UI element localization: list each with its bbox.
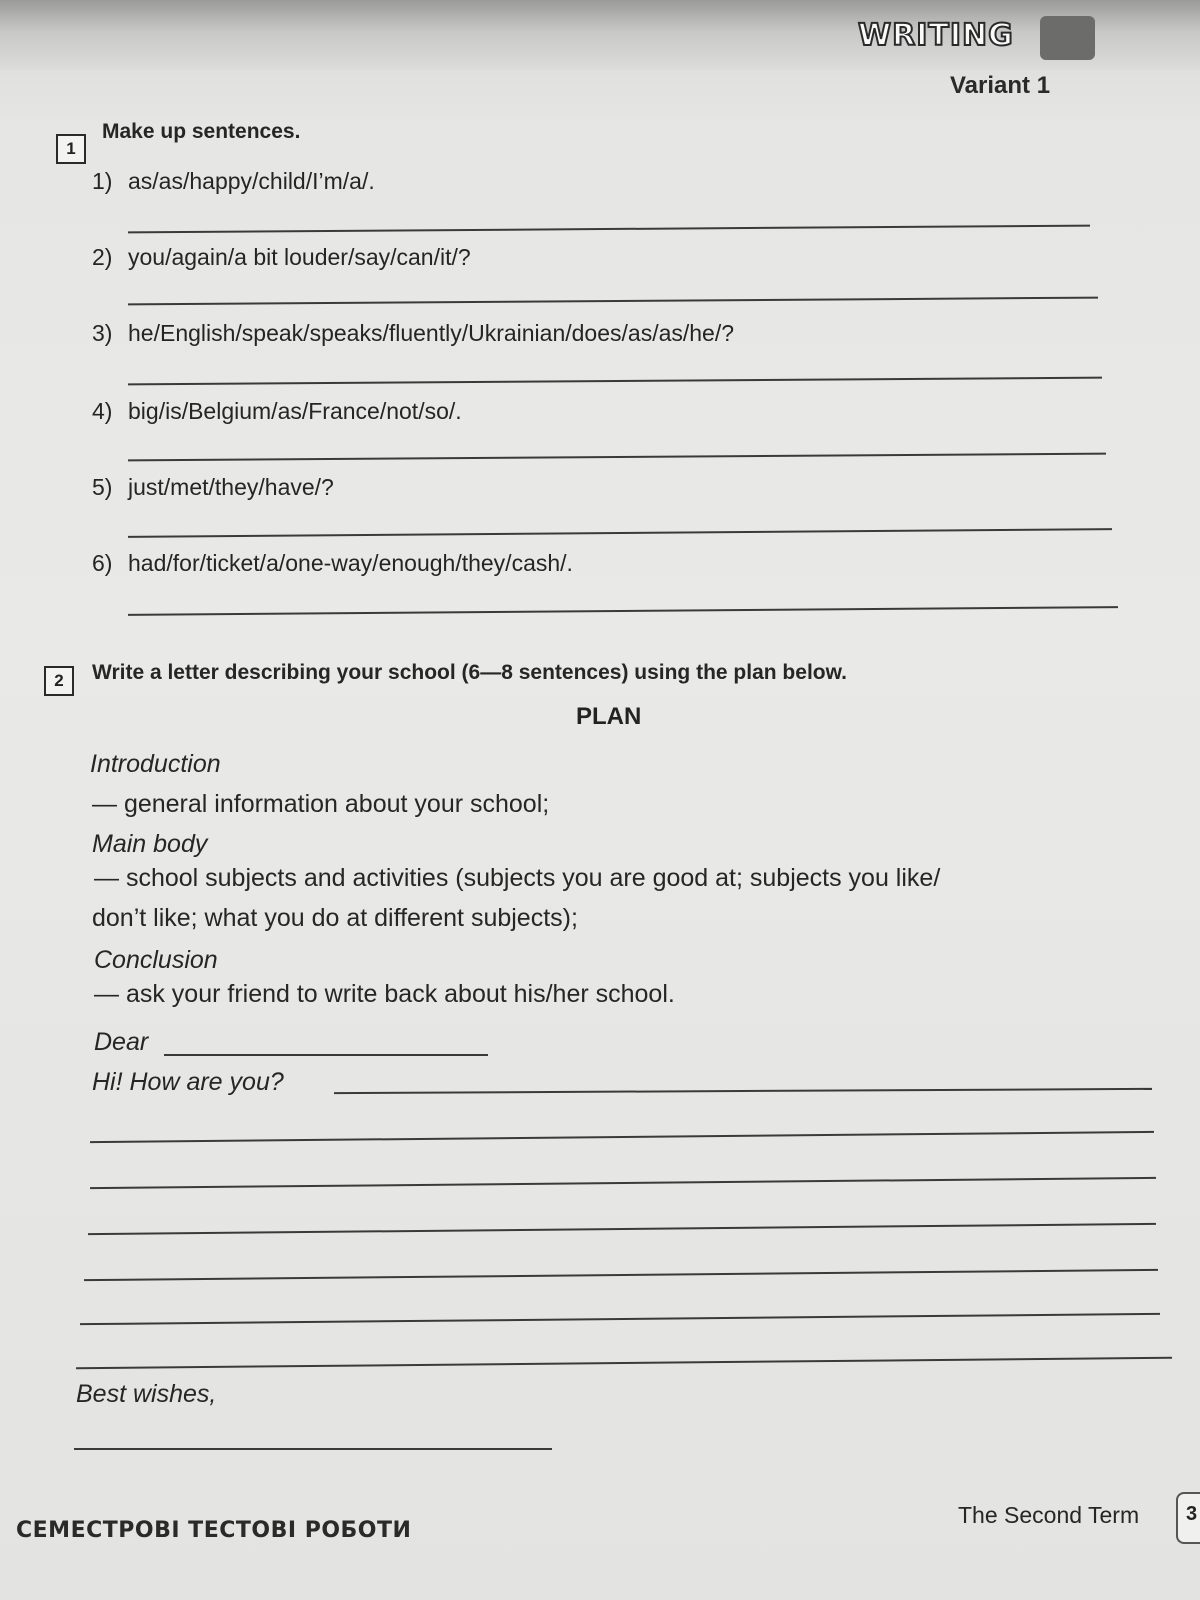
letter-line-5[interactable] (84, 1269, 1158, 1281)
task-1-item-6 (92, 550, 573, 577)
letter-line-7[interactable] (76, 1357, 1172, 1370)
task-1-instruction: Make up sentences. (102, 120, 301, 143)
plan-intro-point: — general information about your school; (92, 790, 550, 818)
item-number: 3) (92, 320, 113, 346)
variant-label: Variant 1 (950, 72, 1051, 99)
task-2-instruction: Write a letter describing your school (6—8 sentences) using the plan below. (92, 661, 847, 684)
plan-main-point-2: don’t like; what you do at different subjects); (92, 904, 578, 932)
plan-conclusion: Conclusion (94, 946, 218, 974)
section-title: WRITING (858, 18, 1014, 53)
task-1-item-2 (92, 244, 471, 271)
footer-book-title: СЕМЕСТРОВІ ТЕСТОВІ РОБОТИ (16, 1518, 412, 1543)
task-2-number: 2 (44, 666, 74, 696)
item-text: big/is/Belgium/as/France/not/so/. (128, 398, 462, 424)
page-number: 3 (1186, 1503, 1198, 1525)
letter-line-6[interactable] (80, 1313, 1160, 1325)
footer-term: The Second Term (958, 1502, 1140, 1528)
plan-main-body: Main body (92, 830, 208, 858)
item-number: 6) (92, 550, 113, 576)
letter-dear: Dear (94, 1028, 149, 1056)
item-text: as/as/happy/child/I’m/a/. (128, 168, 375, 194)
letter-line-4[interactable] (88, 1223, 1156, 1235)
plan-conclusion-point: — ask your friend to write back about his/her school. (94, 980, 675, 1008)
answer-line-1[interactable] (128, 225, 1090, 234)
item-text: you/again/a bit louder/say/can/it/? (128, 244, 471, 270)
task-1-item-4 (92, 398, 462, 425)
letter-closing: Best wishes, (76, 1380, 217, 1408)
dear-name-line[interactable] (164, 1054, 488, 1056)
item-number: 5) (92, 474, 113, 500)
letter-greeting: Hi! How are you? (92, 1068, 284, 1096)
answer-line-2[interactable] (128, 297, 1098, 306)
item-text: just/met/they/have/? (128, 474, 334, 500)
letter-line-2[interactable] (90, 1131, 1154, 1143)
item-number: 2) (92, 244, 113, 270)
answer-line-5[interactable] (128, 528, 1112, 538)
plan-main-point-1: — school subjects and activities (subjects you are good at; subjects you like/ (94, 864, 941, 892)
item-number: 1) (92, 168, 113, 194)
signature-line[interactable] (74, 1448, 552, 1450)
task-1-item-1 (92, 168, 375, 195)
letter-line-3[interactable] (90, 1177, 1156, 1189)
task-1-number: 1 (56, 134, 86, 164)
item-number: 4) (92, 398, 113, 424)
plan-introduction: Introduction (90, 750, 221, 778)
answer-line-3[interactable] (128, 377, 1102, 386)
answer-line-6[interactable] (128, 606, 1118, 616)
task-1-item-5 (92, 474, 334, 501)
item-text: he/English/speak/speaks/fluently/Ukrainian/does/as/as/he/? (128, 320, 735, 346)
plan-title: PLAN (576, 703, 642, 730)
letter-line-1[interactable] (334, 1088, 1152, 1094)
answer-line-4[interactable] (128, 453, 1106, 462)
item-text: had/for/ticket/a/one-way/enough/they/cash/. (128, 550, 573, 576)
top-shadow (0, 0, 1200, 70)
task-1-item-3 (92, 320, 734, 347)
header-tab-block (1040, 16, 1095, 60)
